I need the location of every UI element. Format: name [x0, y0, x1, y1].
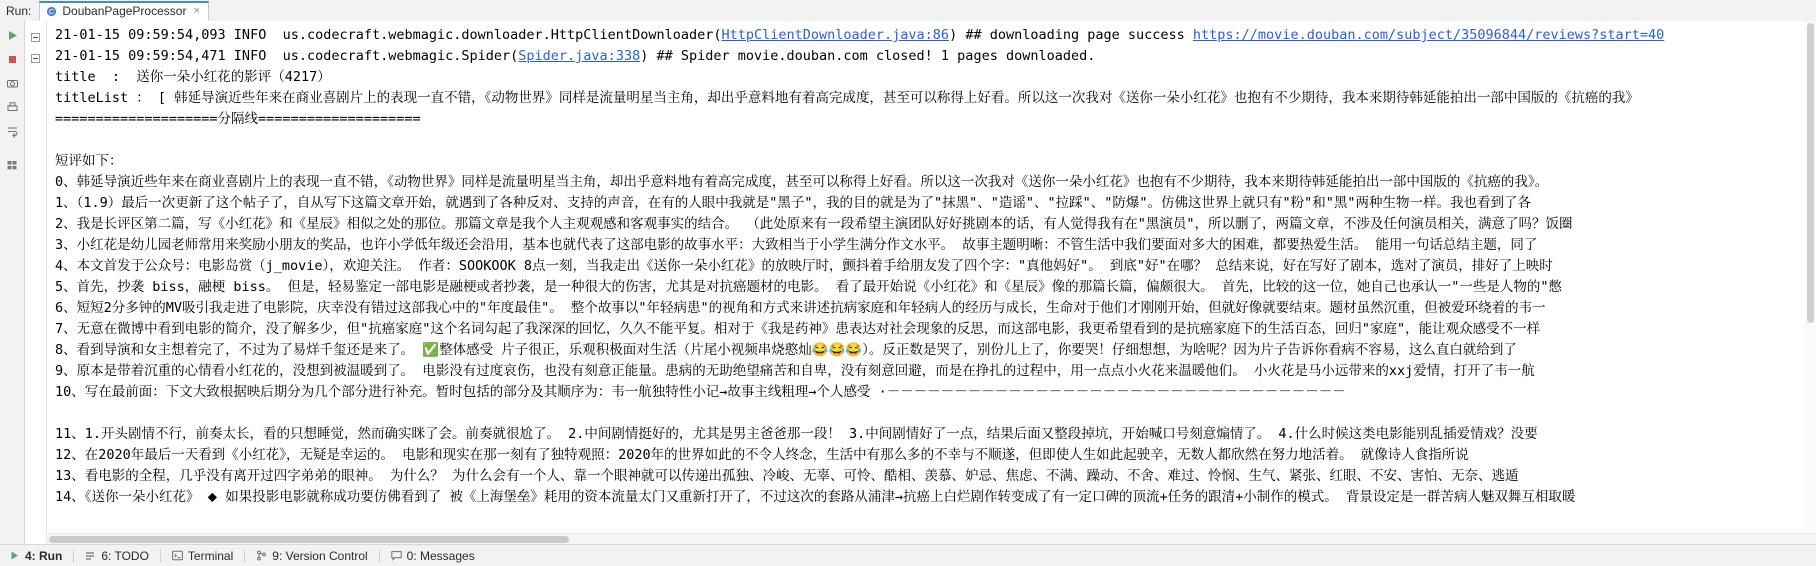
console-fold-gutter: [25, 21, 47, 545]
scrollbar-thumb[interactable]: [1807, 23, 1814, 323]
console-text: 11、1.开头剧情不行，前奏太长，看的只想睡觉，然而确实眯了会。前奏就很尬了。 2.中间剧情挺好的，尤其是男主爸爸那一段！ 3.中间剧情好了一点，结果后面又整段掉坑，开始喊口号刻意煽情了。 4.什么时候这类电影能别乱插爱情戏？没要: [55, 426, 1538, 442]
console-line: [55, 319, 1816, 340]
print-button[interactable]: [0, 95, 24, 119]
console-lines: [47, 25, 1816, 508]
message-icon: [391, 550, 402, 561]
console-line: [55, 340, 1816, 361]
fold-marker-icon[interactable]: [31, 33, 40, 42]
divider: [160, 549, 161, 562]
console-output[interactable]: [47, 21, 1816, 545]
camera-button[interactable]: [0, 71, 24, 95]
console-vertical-scrollbar[interactable]: [1805, 21, 1816, 545]
console-text: 21-01-15 09:59:54,093 INFO us.codecraft.webmagic.downloader.HttpClientDownloader(: [55, 27, 722, 43]
rerun-button[interactable]: [0, 23, 24, 47]
console-text: 21-01-15 09:59:54,471 INFO us.codecraft.webmagic.Spider(: [55, 48, 519, 64]
console-hyperlink[interactable]: https://movie.douban.com/subject/35096844/reviews?start=40: [1192, 27, 1665, 43]
console-text: 短评如下：: [55, 153, 123, 169]
divider: [244, 549, 245, 562]
tool-window-label: 0: Messages: [406, 548, 475, 563]
console-blank-line: [55, 403, 1816, 424]
console-text: ) ## downloading page success: [949, 27, 1193, 43]
tool-window-label: Terminal: [187, 548, 234, 563]
console-text: 13、看电影的全程，几乎没有离开过四字弟弟的眼神。 为什么？ 为什么会有一个人、靠一个眼神就可以传递出孤独、冷峻、无辜、可怜、酷相、羡慕、妒忌、焦虑、不满、躁动、不舍、难过、怜悯、生气、紧张、红眼、不安、害怕、无奈、逃遁: [55, 468, 1519, 484]
console-line: [55, 466, 1816, 487]
console-text: 1、（1.9）最后一次更新了这个帖子了，自从写下这篇文章开始，就遇到了各种反对、支持的声音，在有的人眼中我就是"黑子"，我的目的就是为了"抹黑"、"造谣"、"拉踩"、"防爆"。仿佛这世界上就只有"粉"和"黑"两种生物一样。我也看到了各: [55, 195, 1532, 211]
console-text: 5、首先，抄袭 biss，融梗 biss。 但是，轻易鉴定一部电影是融梗或者抄袭，是一种很大的伤害，尤其是对抗癌题材的电影。 看了最开始说《小红花》和《星辰》像的那篇长篇，偏颇很大。 首先，比较的这一位，她自己也承认一"一些是人物的"憋: [55, 279, 1563, 295]
scrollbar-thumb[interactable]: [49, 536, 569, 543]
tool-window-label: 6: TODO: [101, 548, 149, 563]
grid-icon: [6, 159, 19, 172]
console-text: 2、我是长评区第二篇，写《小红花》和《星辰》相似之处的那位。那篇文章是我个人主观观感和客观事实的结合。 （此处原来有一段希望主演团队好好挑剧本的话，有人觉得我有在"黑演员"，所以删了，两篇文章，不涉及任何演员相关，满意了吗？饭圈: [55, 216, 1573, 232]
console-text: title : 送你一朵小红花的影评（4217）: [55, 69, 331, 85]
play-icon: [6, 29, 19, 42]
tool-window-button-version-control[interactable]: [247, 545, 376, 566]
tool-window-button-run[interactable]: [0, 545, 71, 566]
console-text: 9、原本是带着沉重的心情看小红花的，没想到被温暖到了。 电影没有过度哀伤，也没有刻意正能量。患病的无助绝望痛苦和自卑，没有刻意回避，而是在挣扎的过程中，用一点点小火花来温暖他们。 小火花是马小远带来的xxj爱情，打开了韦一航: [55, 363, 1535, 379]
console-blank-line: [55, 130, 1816, 151]
divider: [379, 549, 380, 562]
console-text: 7、无意在微博中看到电影的简介，没了解多少，但"抗癌家庭"这个名词勾起了我深深的回忆，久久不能平复。相对于《我是药神》患表达对社会现象的反思，而这部电影，我更希望看到的是抗癌家庭下的生活百态，回归"家庭"，能让观众感受不一样: [55, 321, 1541, 337]
console-text: titleList ： [ 韩延导演近些年来在商业喜剧片上的表现一直不错，《动物世界》同样是流量明星当主角，却出乎意料地有着高完成度，甚至可以称得上好看。所以这一次我对《送你一朵小红花》也抱有不少期待，我本来期待韩延能拍出一部中国版的《抗癌的我》: [55, 90, 1639, 106]
console-line: [55, 109, 1816, 130]
fold-marker-icon[interactable]: [31, 54, 40, 63]
console-line: [55, 25, 1816, 46]
console-text: ) ## Spider movie.douban.com closed! 1 pages downloaded.: [640, 48, 1096, 64]
console-line: [55, 235, 1816, 256]
stop-button[interactable]: [0, 47, 24, 71]
stop-icon: [6, 53, 19, 66]
console-text: 0、韩延导演近些年来在商业喜剧片上的表现一直不错，《动物世界》同样是流量明星当主角，却出乎意料地有着高完成度，甚至可以称得上好看。所以这一次我对《送你一朵小红花》也抱有不少期待，我本来期待韩延能拍出一部中国版的《抗癌的我》。: [55, 174, 1549, 190]
console-hyperlink[interactable]: Spider.java:338: [518, 48, 641, 64]
class-file-icon: [46, 6, 57, 17]
tool-window-button-messages[interactable]: [382, 545, 484, 566]
console-line: [55, 487, 1816, 508]
console-line: [55, 382, 1816, 403]
camera-icon: [6, 77, 19, 90]
console-line: [55, 172, 1816, 193]
console-line: [55, 46, 1816, 67]
tool-window-bar: [0, 544, 1816, 566]
console-line: [55, 256, 1816, 277]
layout-button[interactable]: [0, 153, 24, 177]
run-label: Run:: [6, 3, 32, 18]
console-line: [55, 193, 1816, 214]
console-text: 10、写在最前面：下文大致根据映后期分为几个部分进行补充。暂时包括的部分及其顺序为：韦一航独特性小记→故事主线粗理→个人感受 ·－－－－－－－－－－－－－－－－－－－－－－－－－－－－－－－－－－: [55, 384, 1346, 400]
close-icon[interactable]: ×: [193, 4, 200, 17]
divider: [73, 549, 74, 562]
console-text: ====================分隔线====================: [55, 111, 421, 127]
console-text: 14、《送你一朵小红花》 ⬥ 如果投影电影就称成功要仿佛看到了 被《上海堡垒》耗用的资本流量太门又重新打开了，不过这次的套路从浦津→抗癌上白烂剧作转变成了有一定口碑的顶流+任务的跟清+小制作的模式。 背景设定是一群苦病人魅双舞互相取暖: [55, 489, 1576, 505]
console-line: [55, 67, 1816, 88]
console-line: [55, 361, 1816, 382]
checklist-icon: [85, 550, 96, 561]
wrap-button[interactable]: [0, 119, 24, 143]
run-toolbar: [0, 0, 1816, 22]
console-text: 6、短短2分多钟的MV吸引我走进了电影院，庆幸没有错过这部我心中的"年度最佳"。 整个故事以"年轻病患"的视角和方式来讲述抗病家庭和年轻病人的经历与成长，生命对于他们才刚刚开始，但就好像就要结束。题材虽然沉重，但被爱环绕着的韦一: [55, 300, 1546, 316]
tool-window-label: 4: Run: [25, 548, 63, 563]
svg-text:C: C: [49, 8, 55, 16]
play-icon: [9, 550, 20, 561]
printer-icon: [6, 101, 19, 114]
console-line: [55, 214, 1816, 235]
wrap-text-icon: [6, 125, 19, 138]
tool-window-button-terminal[interactable]: [163, 545, 242, 566]
tool-window-label: 9: Version Control: [272, 548, 368, 563]
console-text: 8、看到导演和女主想着完了，不过为了易烊千玺还是来了。 ✅整体感受 片子很正，乐观积极面对生活（片尾小视频串烧憨灿😂😂😂）。反正数是哭了，别份儿上了，你要哭！仔细想想，为啥呢？因为片子告诉你看病不容易，这么直白就给到了: [55, 342, 1517, 358]
console-text: 12、在2020年最后一天看到《小红花》，无疑是幸运的。 电影和现实在那一刻有了独特观照：2020年的世界如此的不令人终念，生活中有那么多的不幸与不顺遂，但即使人生如此起驶辛，无数人都欣然在努力地活着。 就像诗人食指所说: [55, 447, 1469, 463]
console-hyperlink[interactable]: HttpClientDownloader.java:86: [721, 27, 950, 43]
tool-window-button-todo[interactable]: [76, 545, 158, 566]
console-line: [55, 298, 1816, 319]
run-tab-label: DoubanPageProcessor: [62, 4, 187, 18]
console-line: [55, 277, 1816, 298]
console-text: 4、本文首发于公众号：电影岛赏（j_movie），欢迎关注。 作者：SOOKOOK 8点一刻，当我走出《送你一朵小红花》的放映厅时，颤抖着手给朋友发了四个字："真他妈好"。 到底"好"在哪？ 总结来说，好在写好了剧本，选对了演员，排好了上映时: [55, 258, 1553, 274]
console-text: 3、小红花是幼儿园老师常用来奖励小朋友的奖品，也许小学低年级还会沿用，基本也就代表了这部电影的故事水平：大致相当于小学生满分作文水平。 故事主题明晰：不管生活中我们要面对多大的困难，都要热爱生活。 能用一句话总结主题，同了: [55, 237, 1538, 253]
console-line: [55, 151, 1816, 172]
console-line: [55, 445, 1816, 466]
console-line: [55, 424, 1816, 445]
run-configuration-tab[interactable]: [39, 1, 209, 21]
console-line: [55, 88, 1816, 109]
terminal-icon: [172, 550, 183, 561]
branch-icon: [256, 550, 267, 561]
run-actions-toolbar: [0, 21, 25, 545]
